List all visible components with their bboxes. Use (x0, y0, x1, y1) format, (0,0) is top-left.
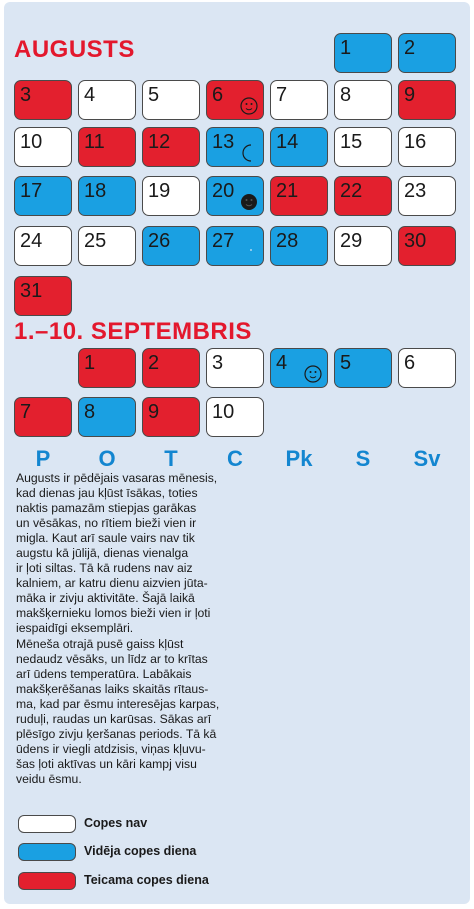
day-number: 10 (212, 401, 235, 423)
description-line: iespaidīgi eksemplāri. (16, 621, 134, 636)
full-moon-face-icon (303, 364, 323, 384)
day-number: 26 (148, 230, 171, 252)
day-number: 24 (20, 230, 43, 252)
legend-swatch-good (18, 872, 76, 890)
description-line: migla. Kaut arī saule vairs nav tik (16, 531, 195, 546)
weekday-p: P (35, 446, 51, 471)
description-line: veidu ēsmu. (16, 771, 82, 786)
description-line: kad dienas jau kļūst īsākas, toties (16, 486, 198, 501)
description-text (16, 471, 236, 787)
august-day-15 (334, 127, 392, 167)
day-number: 27 (212, 230, 235, 252)
day-number: 18 (84, 180, 107, 202)
august-day-22 (334, 176, 392, 216)
waning-crescent-icon (239, 143, 259, 163)
day-number: 2 (148, 352, 160, 374)
day-number: 6 (212, 84, 224, 106)
weekday-pk: Pk (285, 446, 313, 471)
august-day-5 (142, 80, 200, 120)
september-day-4 (270, 348, 328, 388)
legend-swatch-none (18, 815, 76, 833)
august-day-18 (78, 176, 136, 216)
description-line: māka ir zivju aktivitāte. Šajā laikā (16, 591, 195, 606)
august-day-28 (270, 226, 328, 266)
day-number: 20 (212, 180, 235, 202)
day-number: 1 (340, 37, 352, 59)
august-day-12 (142, 127, 200, 167)
day-number: 29 (340, 230, 363, 252)
day-number: 7 (20, 401, 32, 423)
weekday-sv: Sv (413, 446, 441, 471)
description-line: makšķerēšanas laiks skaitās rītaus- (16, 681, 209, 696)
description-line: ma, kad par ēsmu interesējas karpas, (16, 696, 220, 711)
day-number: 13 (212, 131, 235, 153)
august-day-24 (14, 226, 72, 266)
description-line: Mēneša otrajā pusē gaiss kļūst (16, 636, 184, 651)
description-line: ūdens ir viegli atdzisis, viņas kļuvu- (16, 741, 206, 756)
august-day-26 (142, 226, 200, 266)
august-day-6 (206, 80, 264, 120)
september-day-6 (398, 348, 456, 388)
weekday-t: T (164, 446, 178, 471)
august-day-27 (206, 226, 264, 266)
description-line: šas ļoti aktīvas un kāri kampj visu (16, 756, 197, 771)
august-day-2 (398, 33, 456, 73)
day-number: 9 (404, 84, 416, 106)
day-number: 23 (404, 180, 427, 202)
august-day-16 (398, 127, 456, 167)
day-number: 21 (276, 180, 299, 202)
description-line: un vēsākas, no rītiem bieži vien ir (16, 516, 197, 531)
august-day-13 (206, 127, 264, 167)
september-day-10 (206, 397, 264, 437)
september-day-5 (334, 348, 392, 388)
day-number: 12 (148, 131, 171, 153)
day-number: 5 (148, 84, 160, 106)
day-number: 22 (340, 180, 363, 202)
month-title: AUGUSTS (14, 36, 135, 63)
august-day-17 (14, 176, 72, 216)
august-day-23 (398, 176, 456, 216)
day-number: 11 (84, 131, 105, 153)
day-number: 28 (276, 230, 299, 252)
day-number: 31 (20, 280, 43, 302)
day-number: 9 (148, 401, 160, 423)
description-line: naktis pamazām stiepjas garākas (16, 501, 197, 516)
legend-label-good: Teicama copes diena (84, 873, 209, 887)
day-number: 15 (340, 131, 363, 153)
day-number: 25 (84, 230, 107, 252)
description-line: arī ūdens temperatūra. Labākais (16, 666, 192, 681)
september-title: 1.–10. SEPTEMBRIS (14, 318, 252, 345)
september-day-1 (78, 348, 136, 388)
day-number: 30 (404, 230, 427, 252)
august-day-4 (78, 80, 136, 120)
new-moon-face-icon (239, 192, 259, 212)
first-quarter-face-icon (239, 242, 259, 262)
description-line: makšķernieku lomos bieži vien ir ļoti (16, 606, 211, 621)
august-day-21 (270, 176, 328, 216)
august-day-29 (334, 226, 392, 266)
description-line: kalniem, ar katru dienu aizvien jūta- (16, 576, 208, 591)
august-day-30 (398, 226, 456, 266)
legend-swatch-avg (18, 843, 76, 861)
day-number: 4 (276, 352, 288, 374)
september-day-7 (14, 397, 72, 437)
day-number: 1 (84, 352, 96, 374)
day-number: 8 (84, 401, 96, 423)
day-number: 7 (276, 84, 288, 106)
day-number: 2 (404, 37, 416, 59)
description-line: ruduļi, raudas un karūsas. Sākas arī (16, 711, 212, 726)
day-number: 16 (404, 131, 427, 153)
day-number: 4 (84, 84, 96, 106)
day-number: 8 (340, 84, 352, 106)
september-day-3 (206, 348, 264, 388)
day-number: 3 (212, 352, 224, 374)
day-number: 3 (20, 84, 32, 106)
august-day-11 (78, 127, 136, 167)
august-day-7 (270, 80, 328, 120)
august-day-31 (14, 276, 72, 316)
weekday-s: S (355, 446, 371, 471)
august-day-20 (206, 176, 264, 216)
description-line: ir ļoti siltas. Tā kā rudens nav aiz (16, 561, 193, 576)
day-number: 5 (340, 352, 352, 374)
august-day-8 (334, 80, 392, 120)
legend-label-avg: Vidēja copes diena (84, 844, 197, 858)
day-number: 14 (276, 131, 299, 153)
full-moon-face-icon (239, 96, 259, 116)
august-day-19 (142, 176, 200, 216)
day-number: 19 (148, 180, 171, 202)
august-day-9 (398, 80, 456, 120)
september-day-2 (142, 348, 200, 388)
day-number: 10 (20, 131, 43, 153)
legend-label-none: Copes nav (84, 816, 148, 830)
august-day-10 (14, 127, 72, 167)
september-day-9 (142, 397, 200, 437)
august-day-25 (78, 226, 136, 266)
day-number: 6 (404, 352, 416, 374)
day-number: 17 (20, 180, 43, 202)
september-day-8 (78, 397, 136, 437)
description-line: Augusts ir pēdējais vasaras mēnesis, (16, 471, 218, 485)
august-day-3 (14, 80, 72, 120)
description-line: augstu kā jūlijā, dienas vienalga (16, 546, 189, 561)
weekday-o: O (98, 446, 116, 471)
august-day-14 (270, 127, 328, 167)
weekday-c: C (227, 446, 243, 471)
description-line: plēsīgo zivju ķeršanas periods. Tā kā (16, 726, 217, 741)
august-day-1 (334, 33, 392, 73)
description-line: nedaudz vēsāks, un līdz ar to krītas (16, 651, 208, 666)
